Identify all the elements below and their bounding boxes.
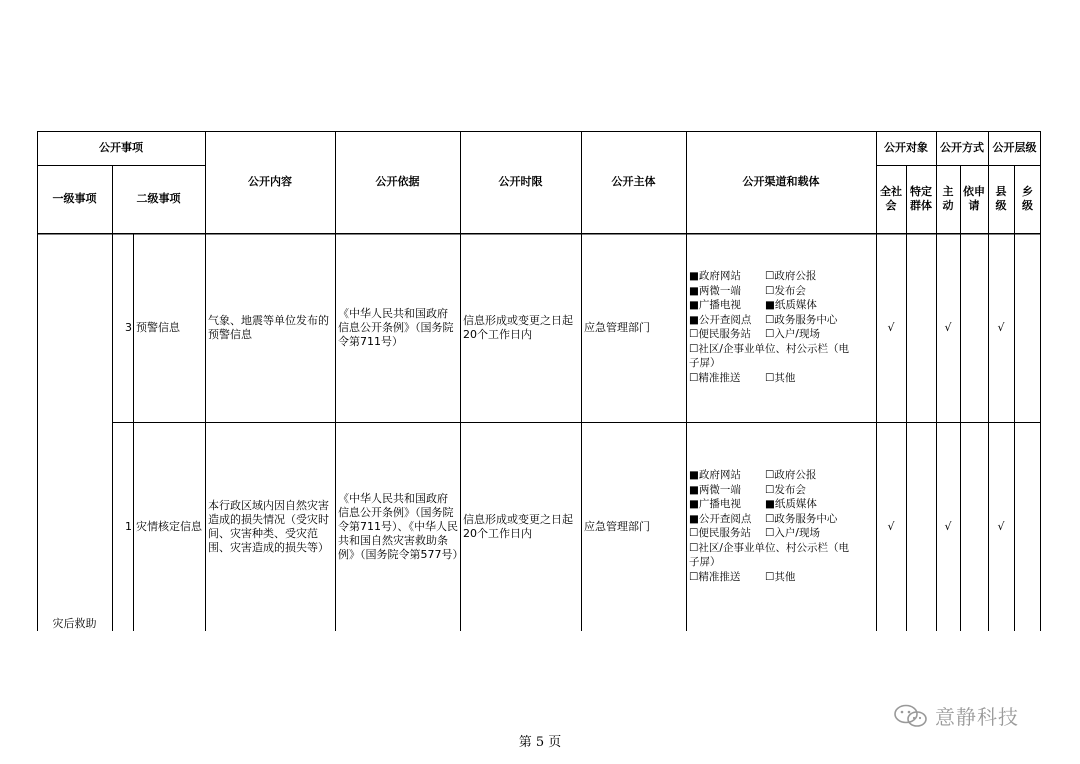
channel-option: ☐便民服务站 bbox=[689, 328, 751, 340]
row2-target-all: √ bbox=[887, 519, 895, 533]
channel-option: ■广播电视 bbox=[689, 299, 741, 311]
channel-line bbox=[689, 313, 876, 328]
channel-option: ■政府网站 bbox=[689, 469, 741, 481]
channel-option: ■纸质媒体 bbox=[765, 498, 817, 510]
header-method-request-line2: 请 bbox=[968, 199, 980, 212]
channel-line bbox=[689, 555, 876, 570]
header-basis: 公开依据 bbox=[375, 175, 420, 188]
channel-line bbox=[689, 298, 876, 313]
channel-option: ☐入户/现场 bbox=[765, 328, 820, 340]
header-level2: 二级事项 bbox=[136, 192, 181, 205]
channel-line bbox=[689, 526, 876, 541]
channel-option: ☐入户/现场 bbox=[765, 527, 820, 539]
channel-line bbox=[689, 356, 876, 371]
header-disclosure-items: 公开事项 bbox=[99, 141, 143, 154]
row2-method-active: √ bbox=[944, 519, 952, 533]
channel-option: ☐政务服务中心 bbox=[765, 313, 838, 326]
channel-line bbox=[689, 541, 876, 556]
channel-option: ■纸质媒体 bbox=[765, 299, 817, 311]
channel-option: ☐其他 bbox=[765, 570, 796, 583]
channel-option: ☐便民服务站 bbox=[689, 527, 751, 539]
channel-option: ■政府网站 bbox=[689, 270, 741, 282]
channel-option: ■公开查阅点 bbox=[689, 512, 752, 525]
header-target-all-line1: 全社 bbox=[880, 185, 902, 198]
channel-option: ☐政府公报 bbox=[765, 469, 817, 481]
channel-option: ■两微一端 bbox=[689, 284, 741, 297]
row1-basis: 《中华人民共和国政府信息公开条例》（国务院令第711号） bbox=[338, 306, 454, 348]
channel-line bbox=[689, 512, 876, 527]
row1-deadline: 信息形成或变更之日起20个工作日内 bbox=[463, 313, 573, 341]
channel-line bbox=[689, 468, 876, 483]
watermark-text: 意静科技 bbox=[935, 705, 1019, 729]
row2-level-town bbox=[1014, 422, 1041, 631]
header-level1: 一级事项 bbox=[52, 192, 97, 205]
header-level: 公开层级 bbox=[992, 141, 1037, 154]
header-target-all bbox=[876, 165, 906, 233]
row1-target-all: √ bbox=[887, 320, 895, 334]
channel-line bbox=[689, 570, 876, 585]
header-level-town-line1: 乡 bbox=[1022, 185, 1033, 198]
row1-target-specific bbox=[906, 233, 936, 422]
row2-deadline: 信息形成或变更之日起20个工作日内 bbox=[463, 512, 573, 540]
row2-level-county: √ bbox=[997, 519, 1005, 533]
channel-option: ■广播电视 bbox=[689, 498, 741, 510]
header-method-request-line1: 依申 bbox=[963, 185, 985, 198]
header-target-specific-line1: 特定 bbox=[910, 185, 932, 198]
channel-line bbox=[689, 284, 876, 299]
header-level-county bbox=[988, 165, 1014, 233]
row1-subject: 应急管理部门 bbox=[584, 320, 650, 334]
row2-number: 1 bbox=[125, 519, 132, 533]
channel-option: ☐精准推送 bbox=[689, 371, 741, 384]
channel-line bbox=[689, 327, 876, 342]
wechat-icon bbox=[893, 703, 929, 729]
page-number: 第 5 页 bbox=[518, 735, 562, 750]
row1-level-county: √ bbox=[997, 320, 1005, 334]
header-method-active-line2: 动 bbox=[942, 199, 954, 212]
header-channels: 公开渠道和载体 bbox=[742, 175, 820, 188]
channel-option: ☐社区/企事业单位、村公示栏（电 bbox=[689, 342, 849, 355]
channel-line bbox=[689, 497, 876, 512]
row2-method-request bbox=[960, 422, 988, 631]
row1-channels bbox=[686, 269, 876, 385]
row2-basis: 《中华人民共和国政府信息公开条例》（国务院令第711号）、《中华人民共和国自然灾害救助条例》（国务院令第577号） bbox=[338, 491, 464, 561]
level1-disaster-relief: 灾后救助 bbox=[52, 617, 97, 630]
row1-number: 3 bbox=[125, 320, 132, 334]
header-level-town bbox=[1014, 165, 1041, 233]
header-method: 公开方式 bbox=[940, 141, 984, 154]
header-target-specific-line2: 群体 bbox=[910, 199, 932, 212]
row1-level-town bbox=[1014, 233, 1041, 422]
header-level-town-line2: 级 bbox=[1022, 199, 1033, 212]
row2-content: 本行政区域内因自然灾害造成的损失情况（受灾时间、灾害种类、受灾范围、灾害造成的损失等） bbox=[208, 498, 329, 554]
disclosure-table bbox=[37, 131, 1041, 631]
row1-method-request bbox=[960, 233, 988, 422]
channel-option: ☐发布会 bbox=[765, 284, 806, 297]
header-method-active bbox=[936, 165, 960, 233]
row2-subject: 应急管理部门 bbox=[584, 519, 650, 533]
row2-target-specific bbox=[906, 422, 936, 631]
header-method-request bbox=[960, 165, 988, 233]
header-target-all-line2: 会 bbox=[885, 199, 897, 212]
channel-option: ☐政府公报 bbox=[765, 270, 817, 282]
header-level-county-line1: 县 bbox=[995, 185, 1007, 198]
channel-option: ☐政务服务中心 bbox=[765, 512, 838, 525]
channel-option: 子屏） bbox=[689, 556, 721, 568]
header-content: 公开内容 bbox=[248, 175, 292, 188]
channel-option: 子屏） bbox=[689, 357, 721, 369]
header-target: 公开对象 bbox=[884, 141, 928, 154]
header-method-active-line1: 主 bbox=[942, 185, 954, 198]
header-level-county-line2: 级 bbox=[995, 199, 1007, 212]
channel-line bbox=[689, 269, 876, 284]
channel-option: ☐精准推送 bbox=[689, 570, 741, 583]
channel-option: ☐社区/企事业单位、村公示栏（电 bbox=[689, 541, 849, 554]
row1-content: 气象、地震等单位发布的预警信息 bbox=[208, 313, 329, 341]
header-target-specific bbox=[906, 165, 936, 233]
channel-line bbox=[689, 342, 876, 357]
channel-option: ☐其他 bbox=[765, 371, 796, 384]
channel-line bbox=[689, 483, 876, 498]
header-subject: 公开主体 bbox=[611, 175, 656, 188]
row2-channels bbox=[686, 468, 876, 584]
channel-option: ■两微一端 bbox=[689, 483, 741, 496]
channel-option: ☐发布会 bbox=[765, 483, 806, 496]
row1-method-active: √ bbox=[944, 320, 952, 334]
row2-item: 灾情核定信息 bbox=[136, 519, 202, 533]
header-deadline: 公开时限 bbox=[498, 175, 543, 188]
row1-item: 预警信息 bbox=[136, 320, 180, 334]
watermark bbox=[893, 701, 1019, 730]
channel-line bbox=[689, 371, 876, 386]
channel-option: ■公开查阅点 bbox=[689, 313, 752, 326]
